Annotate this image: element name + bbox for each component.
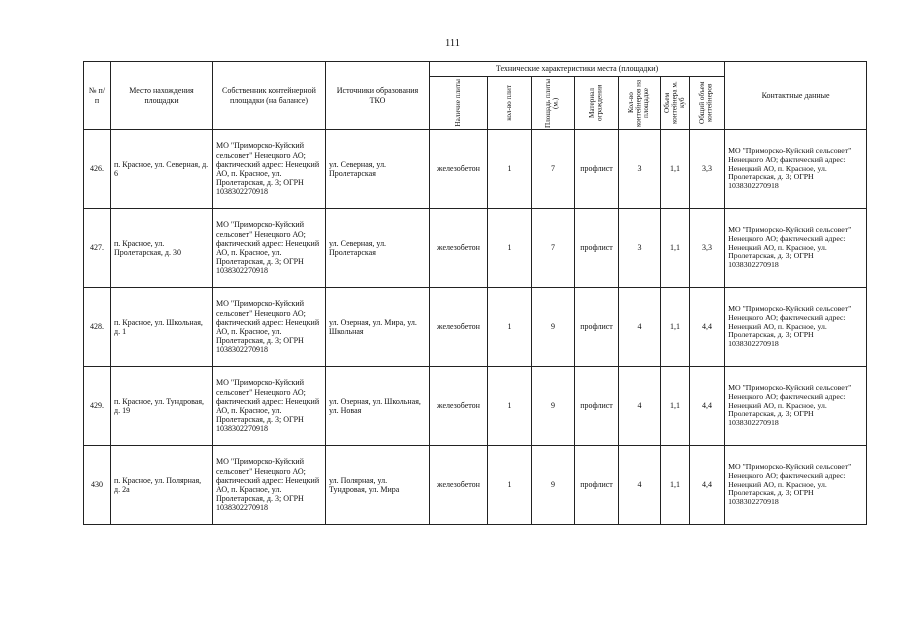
row-owner: МО "Приморско-Куйский сельсовет" Ненецкого АО; фактический адрес: Ненецкий АО, п. Красное, ул. Пролетарская, д. 3; ОГРН 1038302270918	[213, 446, 326, 525]
row-volume: 1,1	[661, 288, 690, 367]
row-fence: профлист	[575, 446, 619, 525]
header-location: Место нахождения площадки	[111, 62, 213, 130]
container-sites-table	[83, 61, 867, 525]
row-total-volume: 3,3	[690, 130, 725, 209]
row-slab: железобетон	[430, 209, 488, 288]
row-slab: железобетон	[430, 288, 488, 367]
row-contacts: МО "Приморско-Куйский сельсовет" Ненецкого АО; фактический адрес: Ненецкий АО, п. Красное, ул. Пролетарская, д. 3; ОГРН 1038302270918	[725, 367, 867, 446]
row-owner: МО "Приморско-Куйский сельсовет" Ненецкого АО; фактический адрес: Ненецкий АО, п. Красное, ул. Пролетарская, д. 3; ОГРН 1038302270918	[213, 209, 326, 288]
row-contacts: МО "Приморско-Куйский сельсовет" Ненецкого АО; фактический адрес: Ненецкий АО, п. Красное, ул. Пролетарская, д. 3; ОГРН 1038302270918	[725, 209, 867, 288]
row-fence: профлист	[575, 130, 619, 209]
row-num: 427.	[84, 209, 111, 288]
row-slab-count: 1	[488, 446, 532, 525]
header-fence: Материал ограждения	[575, 77, 619, 130]
row-containers: 3	[619, 130, 661, 209]
row-location: п. Красное, ул. Северная, д. 6	[111, 130, 213, 209]
table-row	[84, 130, 867, 209]
page-number: 111	[445, 38, 460, 49]
header-volume: Объем контейнера м. куб	[661, 77, 690, 130]
row-containers: 3	[619, 209, 661, 288]
header-row	[84, 62, 867, 77]
row-slab: железобетон	[430, 130, 488, 209]
row-slab-area: 9	[532, 367, 575, 446]
table-row	[84, 446, 867, 525]
row-contacts: МО "Приморско-Куйский сельсовет" Ненецкого АО; фактический адрес: Ненецкий АО, п. Красное, ул. Пролетарская, д. 3; ОГРН 1038302270918	[725, 288, 867, 367]
row-sources: ул. Северная, ул. Пролетарская	[326, 209, 430, 288]
header-contacts: Контактные данные	[725, 62, 867, 130]
row-slab-area: 7	[532, 209, 575, 288]
row-num: 429.	[84, 367, 111, 446]
row-location: п. Красное, ул. Школьная, д. 1	[111, 288, 213, 367]
row-containers: 4	[619, 288, 661, 367]
row-owner: МО "Приморско-Куйский сельсовет" Ненецкого АО; фактический адрес: Ненецкий АО, п. Красное, ул. Пролетарская, д. 3; ОГРН 1038302270918	[213, 130, 326, 209]
row-fence: профлист	[575, 288, 619, 367]
row-slab-area: 9	[532, 446, 575, 525]
table-row	[84, 288, 867, 367]
row-location: п. Красное, ул. Тундровая, д. 19	[111, 367, 213, 446]
header-slab-area: Площадь плиты (м.)	[532, 77, 575, 130]
header-sources: Источники образования ТКО	[326, 62, 430, 130]
row-location: п. Красное, ул. Полярная, д. 2а	[111, 446, 213, 525]
row-containers: 4	[619, 367, 661, 446]
row-slab-count: 1	[488, 367, 532, 446]
row-sources: ул. Полярная, ул. Тундровая, ул. Мира	[326, 446, 430, 525]
row-slab-count: 1	[488, 209, 532, 288]
row-owner: МО "Приморско-Куйский сельсовет" Ненецкого АО; фактический адрес: Ненецкий АО, п. Красное, ул. Пролетарская, д. 3; ОГРН 1038302270918	[213, 288, 326, 367]
row-slab-count: 1	[488, 288, 532, 367]
header-owner: Собственник контейнерной площадки (на балансе)	[213, 62, 326, 130]
row-total-volume: 4,4	[690, 446, 725, 525]
row-sources: ул. Озерная, ул. Школьная, ул. Новая	[326, 367, 430, 446]
row-volume: 1,1	[661, 209, 690, 288]
row-slab-area: 9	[532, 288, 575, 367]
row-num: 426.	[84, 130, 111, 209]
row-fence: профлист	[575, 209, 619, 288]
row-total-volume: 4,4	[690, 288, 725, 367]
row-owner: МО "Приморско-Куйский сельсовет" Ненецкого АО; фактический адрес: Ненецкий АО, п. Красное, ул. Пролетарская, д. 3; ОГРН 1038302270918	[213, 367, 326, 446]
row-fence: профлист	[575, 367, 619, 446]
header-total-volume: Общий объем контейнеров	[690, 77, 725, 130]
header-tech: Технические характеристики места (площадки)	[430, 62, 725, 77]
header-slab: Наличие плиты	[430, 77, 488, 130]
table-row	[84, 367, 867, 446]
row-num: 428.	[84, 288, 111, 367]
header-slab-count: кол-во плит	[488, 77, 532, 130]
header-num: № п/п	[84, 62, 111, 130]
row-location: п. Красное, ул. Пролетарская, д. 30	[111, 209, 213, 288]
row-slab-area: 7	[532, 130, 575, 209]
header-containers: Кол-во контейнеров на площадке	[619, 77, 661, 130]
row-slab-count: 1	[488, 130, 532, 209]
row-contacts: МО "Приморско-Куйский сельсовет" Ненецкого АО; фактический адрес: Ненецкий АО, п. Красное, ул. Пролетарская, д. 3; ОГРН 1038302270918	[725, 446, 867, 525]
row-num: 430	[84, 446, 111, 525]
row-volume: 1,1	[661, 130, 690, 209]
row-volume: 1,1	[661, 446, 690, 525]
row-slab: железобетон	[430, 367, 488, 446]
row-contacts: МО "Приморско-Куйский сельсовет" Ненецкого АО; фактический адрес: Ненецкий АО, п. Красное, ул. Пролетарская, д. 3; ОГРН 1038302270918	[725, 130, 867, 209]
row-total-volume: 4,4	[690, 367, 725, 446]
row-slab: железобетон	[430, 446, 488, 525]
table-row	[84, 209, 867, 288]
row-containers: 4	[619, 446, 661, 525]
row-total-volume: 3,3	[690, 209, 725, 288]
row-volume: 1,1	[661, 367, 690, 446]
row-sources: ул. Северная, ул. Пролетарская	[326, 130, 430, 209]
row-sources: ул. Озерная, ул. Мира, ул. Школьная	[326, 288, 430, 367]
